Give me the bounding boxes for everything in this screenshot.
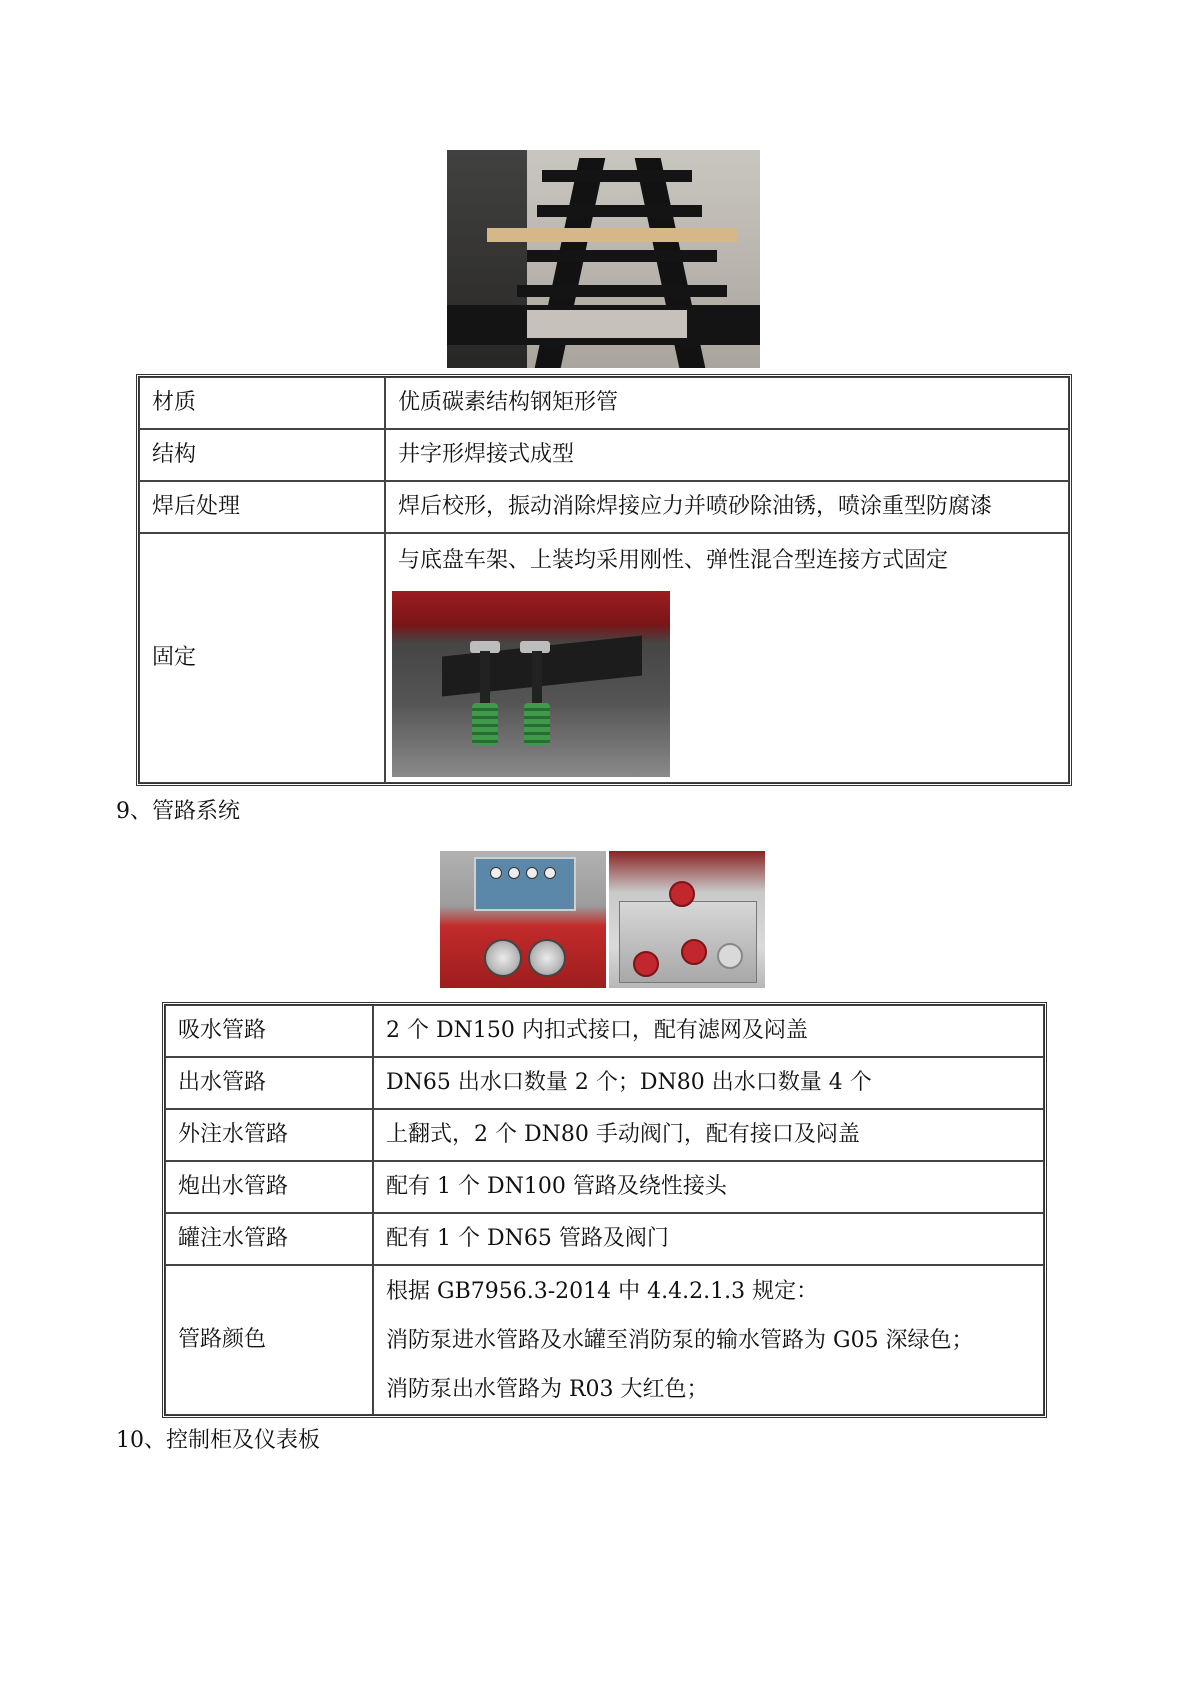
spec-label: 外注水管路 (165, 1109, 373, 1161)
spec-label: 出水管路 (165, 1057, 373, 1109)
spec-value-line: 消防泵出水管路为 R03 大红色； (386, 1376, 709, 1402)
table-row (165, 1265, 1044, 1415)
spec-value: 配有 1 个 DN100 管路及绕性接头 (373, 1161, 1044, 1213)
spec-value: 优质碳素结构钢矩形管 (385, 377, 1069, 429)
spec-value-line: 消防泵进水管路及水罐至消防泵的输水管路为 G05 深绿色； (386, 1327, 974, 1353)
section-heading-control-cabinet: 10、控制柜及仪表板 (116, 1428, 320, 1453)
table-row (139, 377, 1069, 429)
spec-value-cell (373, 1265, 1044, 1415)
section-heading-pipeline: 9、管路系统 (116, 799, 240, 824)
spec-label: 管路颜色 (165, 1265, 373, 1415)
table-row (165, 1057, 1044, 1109)
spec-value-line: 根据 GB7956.3-2014 中 4.4.2.1.3 规定： (386, 1278, 819, 1304)
spec-label: 结构 (139, 429, 385, 481)
spec-label: 吸水管路 (165, 1005, 373, 1057)
spec-value: 配有 1 个 DN65 管路及阀门 (373, 1213, 1044, 1265)
spec-label: 炮出水管路 (165, 1161, 373, 1213)
table-row (139, 429, 1069, 481)
spec-value: 2 个 DN150 内扣式接口，配有滤网及闷盖 (373, 1005, 1044, 1057)
table-row (165, 1005, 1044, 1057)
spec-value: 上翻式，2 个 DN80 手动阀门，配有接口及闷盖 (373, 1109, 1044, 1161)
table-row (165, 1213, 1044, 1265)
table-row (139, 481, 1069, 533)
spec-label: 固定 (139, 533, 385, 783)
table-row (165, 1161, 1044, 1213)
spec-label: 焊后处理 (139, 481, 385, 533)
spec-label: 材质 (139, 377, 385, 429)
spec-value: 井字形焊接式成型 (385, 429, 1069, 481)
pipeline-spec-table (162, 1002, 1047, 1418)
pipe-outlets-photo (609, 851, 765, 988)
pump-panel-photo (440, 851, 606, 988)
spec-value: 焊后校形，振动消除焊接应力并喷砂除油锈，喷涂重型防腐漆 (385, 481, 1069, 533)
chassis-frame-photo (447, 150, 760, 368)
elastic-mount-photo (392, 591, 670, 777)
spec-value: DN65 出水口数量 2 个；DN80 出水口数量 4 个 (373, 1057, 1044, 1109)
spec-label: 罐注水管路 (165, 1213, 373, 1265)
table-row (165, 1109, 1044, 1161)
spec-value: 与底盘车架、上装均采用刚性、弹性混合型连接方式固定 (398, 548, 949, 573)
